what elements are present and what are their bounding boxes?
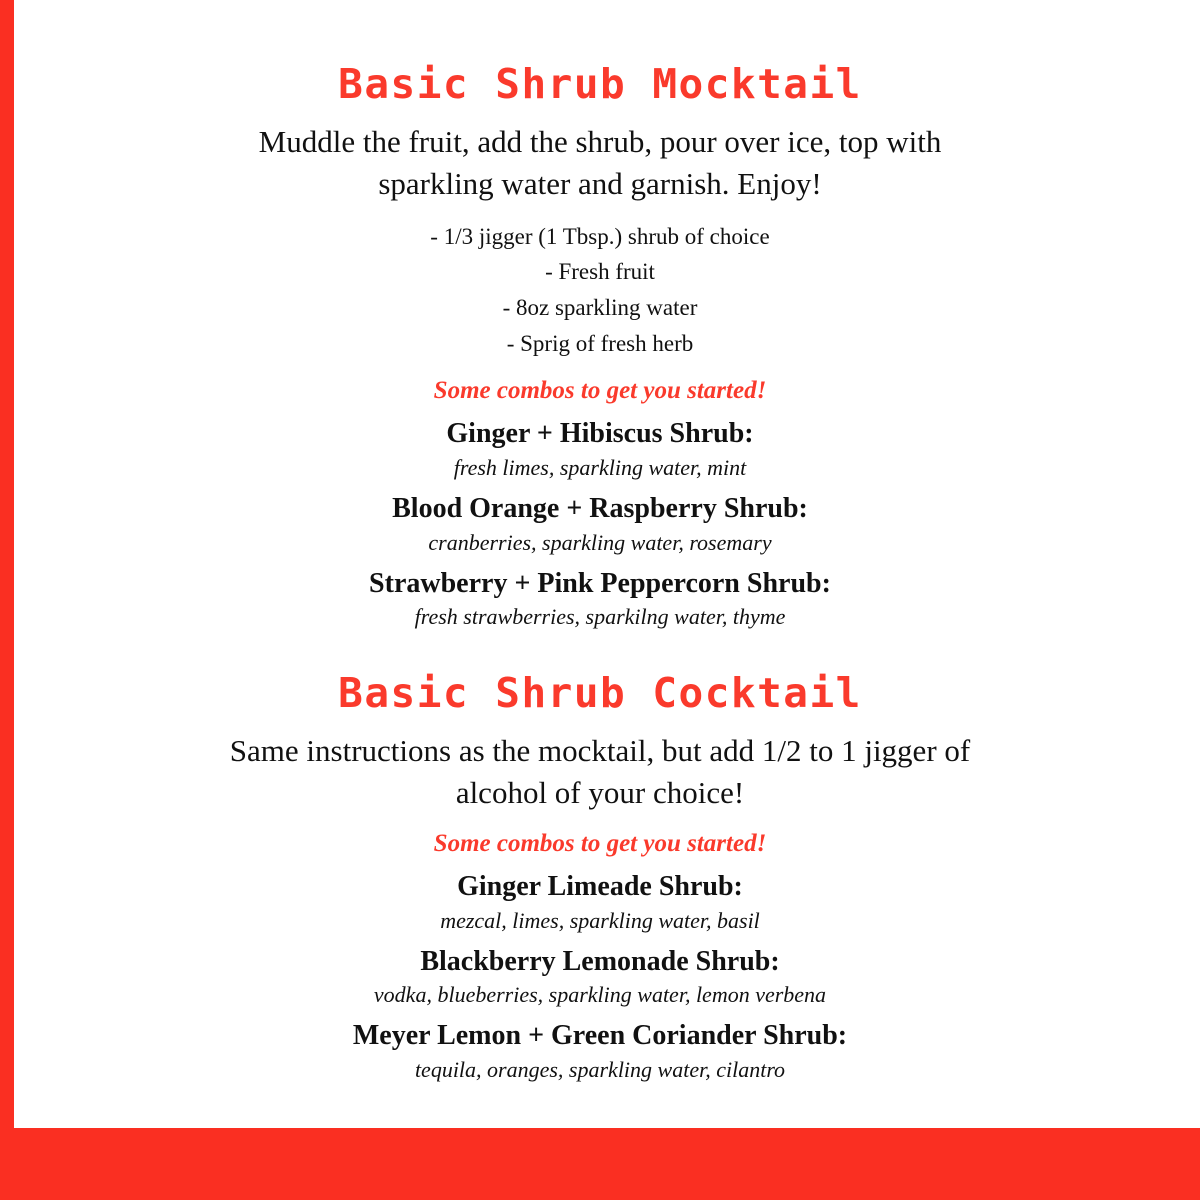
section-mocktail — [120, 62, 1080, 633]
combo-name: Blackberry Lemonade Shrub: — [420, 945, 780, 977]
list-item — [120, 868, 1080, 937]
list-item: - Fresh fruit — [545, 259, 655, 285]
section-cocktail — [120, 671, 1080, 1086]
page-title: Basic Shrub Mocktail — [338, 60, 862, 108]
cocktail-combo-list — [120, 868, 1080, 1086]
list-item — [120, 490, 1080, 559]
combo-description: cranberries, sparkling water, rosemary — [428, 529, 772, 555]
combo-description: tequila, oranges, sparkling water, cilantro — [414, 1056, 786, 1082]
mocktail-combos-lead: Some combos to get you started! — [433, 377, 767, 405]
cocktail-instructions: Same instructions as the mocktail, but add 1/2 to 1 jigger of alcohol of your choice! — [229, 733, 971, 811]
bottom-accent-bar — [0, 1128, 1200, 1200]
combo-name: Ginger + Hibiscus Shrub: — [446, 418, 754, 450]
list-item: - 8oz sparkling water — [502, 295, 698, 321]
list-item: - 1/3 jigger (1 Tbsp.) shrub of choice — [430, 223, 770, 249]
combo-name: Ginger Limeade Shrub: — [457, 870, 743, 902]
list-item — [120, 565, 1080, 634]
mocktail-ingredient-list — [120, 219, 1080, 362]
list-item — [120, 415, 1080, 484]
cocktail-combos-lead: Some combos to get you started! — [433, 829, 767, 857]
section-title-cocktail: Basic Shrub Cocktail — [338, 669, 862, 718]
mocktail-combo-list — [120, 415, 1080, 633]
combo-name: Blood Orange + Raspberry Shrub: — [392, 492, 808, 524]
section-divider — [120, 637, 1080, 671]
combo-description: fresh limes, sparkling water, mint — [453, 455, 747, 481]
list-item — [120, 943, 1080, 1012]
combo-name: Strawberry + Pink Peppercorn Shrub: — [369, 567, 831, 599]
combo-description: vodka, blueberries, sparkling water, lemon verbena — [373, 982, 827, 1008]
combo-name: Meyer Lemon + Green Coriander Shrub: — [352, 1020, 848, 1052]
list-item — [120, 1017, 1080, 1086]
mocktail-instructions: Muddle the fruit, add the shrub, pour over ice, top with sparkling water and garnish. Enjoy! — [258, 124, 942, 201]
combo-description: fresh strawberries, sparkilng water, thyme — [414, 604, 786, 630]
combo-description: mezcal, limes, sparkling water, basil — [440, 907, 760, 933]
list-item: - Sprig of fresh herb — [506, 330, 694, 356]
